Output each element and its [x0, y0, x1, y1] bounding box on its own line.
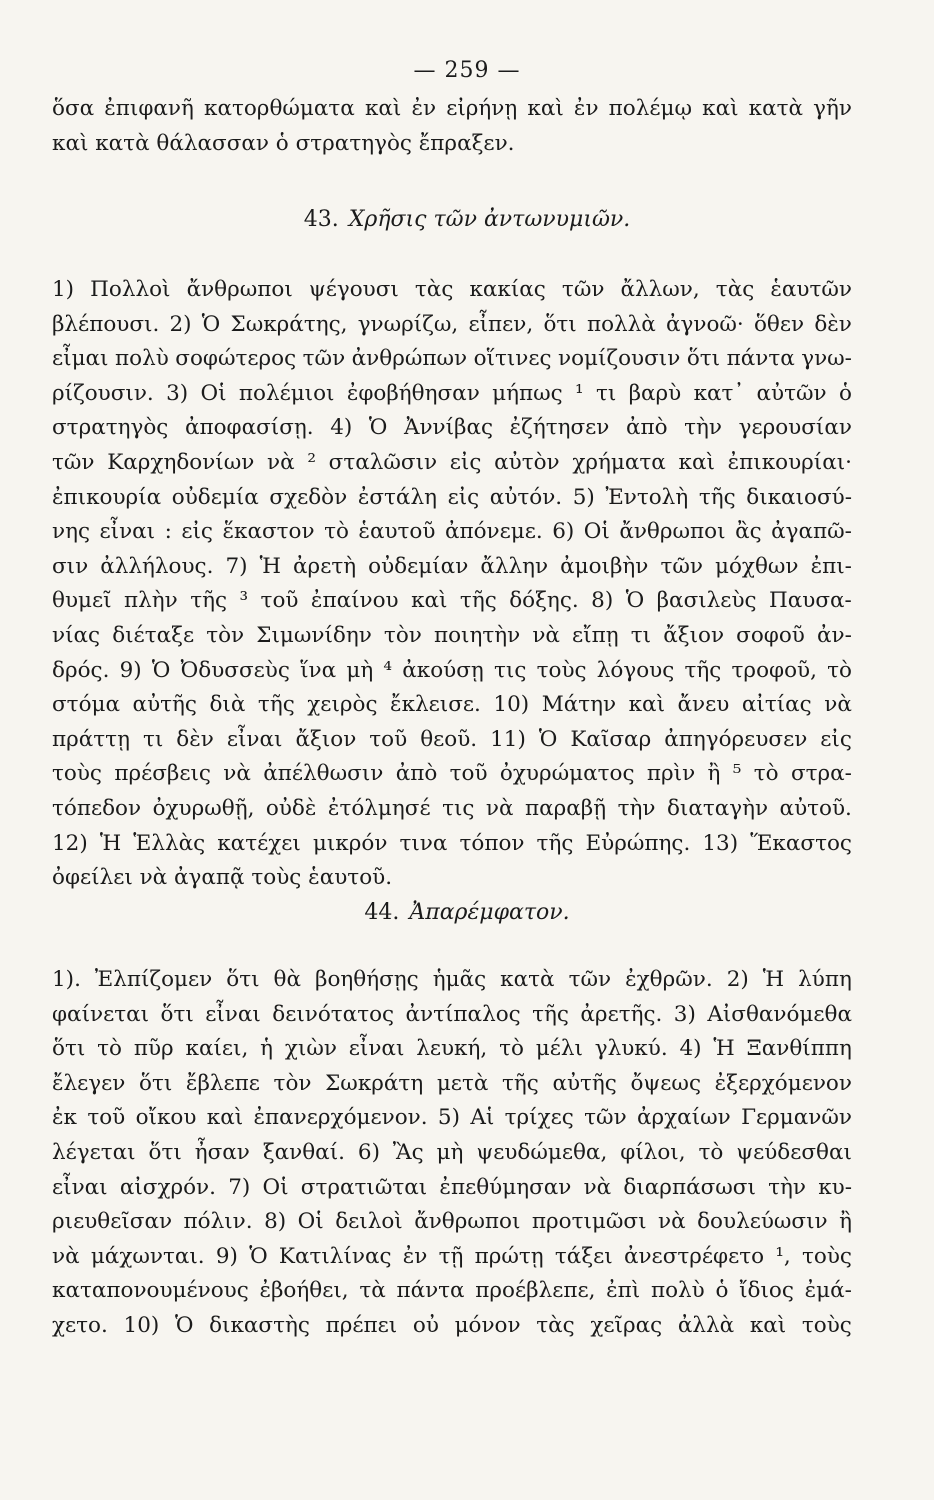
text-line: τῶν Καρχηδονίων νὰ ² σταλῶσιν εἰς αὐτὸν χρήματα καὶ ἐπικουρίαι·: [52, 449, 852, 475]
text-line: ἔλεγεν ὅτι ἔβλεπε τὸν Σωκράτη μετὰ τῆς αὐτῆς ὄψεως ἐξερχόμενον: [52, 1070, 852, 1096]
text-line: φαίνεται ὅτι εἶναι δεινότατος ἀντίπαλος τῆς ἀρετῆς. 3) Αἰσθανόμεθα: [52, 1001, 852, 1027]
text-line: καὶ κατὰ θάλασσαν ὁ στρατηγὸς ἔπραξεν.: [52, 130, 515, 156]
opening-paragraph: [52, 92, 852, 161]
section-44-body: [52, 963, 852, 1344]
section-heading-43: [0, 207, 934, 232]
text-line: εἶμαι πολὺ σοφώτερος τῶν ἀνθρώπων οἵτινες νομίζουσιν ὅτι πάντα γνω-: [52, 346, 852, 372]
text-line: ὅσα ἐπιφανῆ κατορθώματα καὶ ἐν εἰρήνῃ καὶ ἐν πολέμῳ καὶ κατὰ γῆν: [52, 96, 852, 121]
section-43-body: [52, 273, 852, 896]
text-line: βλέπουσι. 2) Ὁ Σωκράτης, γνωρίζω, εἶπεν, ὅτι πολλὰ ἀγνοῶ· ὅθεν δὲν: [52, 311, 852, 337]
text-line: τόπεδον ὀχυρωθῇ, οὐδὲ ἐτόλμησέ τις νὰ παραβῇ τὴν διαταγὴν αὐτοῦ.: [52, 795, 852, 821]
text-line: 1) Πολλοὶ ἄνθρωποι ψέγουσι τὰς κακίας τῶν ἄλλων, τὰς ἑαυτῶν: [52, 277, 852, 302]
page-number: — 259 —: [413, 58, 521, 83]
text-line: 1). Ἐλπίζομεν ὅτι θὰ βοηθήσῃς ἡμᾶς κατὰ τῶν ἐχθρῶν. 2) Ἡ λύπη: [52, 967, 852, 992]
section-number: 43.: [303, 207, 339, 232]
text-line: ὀφείλει νὰ ἀγαπᾷ τοὺς ἑαυτοῦ.: [52, 865, 393, 891]
text-line: στόμα αὐτῆς διὰ τῆς χειρὸς ἔκλεισε. 10) Μάτην καὶ ἄνευ αἰτίας νὰ: [52, 692, 852, 718]
text-line: χετο. 10) Ὁ δικαστὴς πρέπει οὐ μόνον τὰς χεῖρας ἀλλὰ καὶ τοὺς: [52, 1312, 852, 1338]
text-line: ὅτι τὸ πῦρ καίει, ἡ χιὼν εἶναι λευκή, τὸ μέλι γλυκύ. 4) Ἡ Ξανθίππη: [52, 1036, 852, 1062]
text-line: καταπονουμένους ἐβοήθει, τὰ πάντα προέβλεπε, ἐπὶ πολὺ ὁ ἴδιος ἐμά-: [52, 1278, 852, 1304]
text-line: 12) Ἡ Ἑλλὰς κατέχει μικρόν τινα τόπον τῆς Εὐρώπης. 13) Ἕκαστος: [52, 830, 852, 856]
section-number: 44.: [364, 900, 400, 925]
text-line: νης εἶναι : εἰς ἕκαστον τὸ ἑαυτοῦ ἀπόνεμε. 6) Οἱ ἄνθρωποι ἂς ἀγαπῶ-: [52, 519, 852, 545]
text-line: ρίζουσιν. 3) Οἱ πολέμιοι ἐφοβήθησαν μήπως ¹ τι βαρὺ κατ᾽ αὐτῶν ὁ: [52, 380, 852, 406]
text-line: τοὺς πρέσβεις νὰ ἀπέλθωσιν ἀπὸ τοῦ ὀχυρώματος πρὶν ἢ ⁵ τὸ στρα-: [52, 761, 852, 787]
text-line: ριευθεῖσαν πόλιν. 8) Οἱ δειλοὶ ἄνθρωποι προτιμῶσι νὰ δουλεύωσιν ἢ: [52, 1209, 852, 1235]
text-line: νὰ μάχωνται. 9) Ὁ Κατιλίνας ἐν τῇ πρώτῃ τάξει ἀνεστρέφετο ¹, τοὺς: [52, 1243, 852, 1269]
text-line: λέγεται ὅτι ἦσαν ξανθαί. 6) Ἂς μὴ ψευδώμεθα, φίλοι, τὸ ψεύδεσθαι: [52, 1139, 852, 1165]
text-line: θυμεῖ πλὴν τῆς ³ τοῦ ἐπαίνου καὶ τῆς δόξης. 8) Ὁ βασιλεὺς Παυσα-: [52, 588, 852, 614]
text-line: δρός. 9) Ὁ Ὀδυσσεὺς ἵνα μὴ ⁴ ἀκούσῃ τις τοὺς λόγους τῆς τροφοῦ, τὸ: [52, 657, 852, 683]
text-line: στρατηγὸς ἀποφασίσῃ. 4) Ὁ Ἀννίβας ἐζήτησεν ἀπὸ τὴν γερουσίαν: [52, 415, 852, 441]
text-line: νίας διέταξε τὸν Σιμωνίδην τὸν ποιητὴν νὰ εἴπῃ τι ἄξιον σοφοῦ ἀν-: [52, 622, 852, 648]
section-title: Χρῆσις τῶν ἀντωνυμιῶν.: [348, 207, 631, 232]
section-title: Ἀπαρέμφατον.: [409, 900, 570, 925]
text-line: εἶναι αἰσχρόν. 7) Οἱ στρατιῶται ἐπεθύμησαν νὰ διαρπάσωσι τὴν κυ-: [52, 1174, 852, 1200]
section-heading-44: [0, 900, 934, 925]
text-line: πράττῃ τι δὲν εἶναι ἄξιον τοῦ θεοῦ. 11) Ὁ Καῖσαρ ἀπηγόρευσεν εἰς: [52, 726, 852, 752]
text-line: ἐκ τοῦ οἴκου καὶ ἐπανερχόμενον. 5) Αἱ τρίχες τῶν ἀρχαίων Γερμανῶν: [52, 1105, 852, 1131]
text-line: ἐπικουρία οὐδεμία σχεδὸν ἐστάλη εἰς αὐτόν. 5) Ἐντολὴ τῆς δικαιοσύ-: [52, 484, 852, 510]
text-line: σιν ἀλλήλους. 7) Ἡ ἀρετὴ οὐδεμίαν ἄλλην ἀμοιβὴν τῶν μόχθων ἐπι-: [52, 553, 852, 579]
